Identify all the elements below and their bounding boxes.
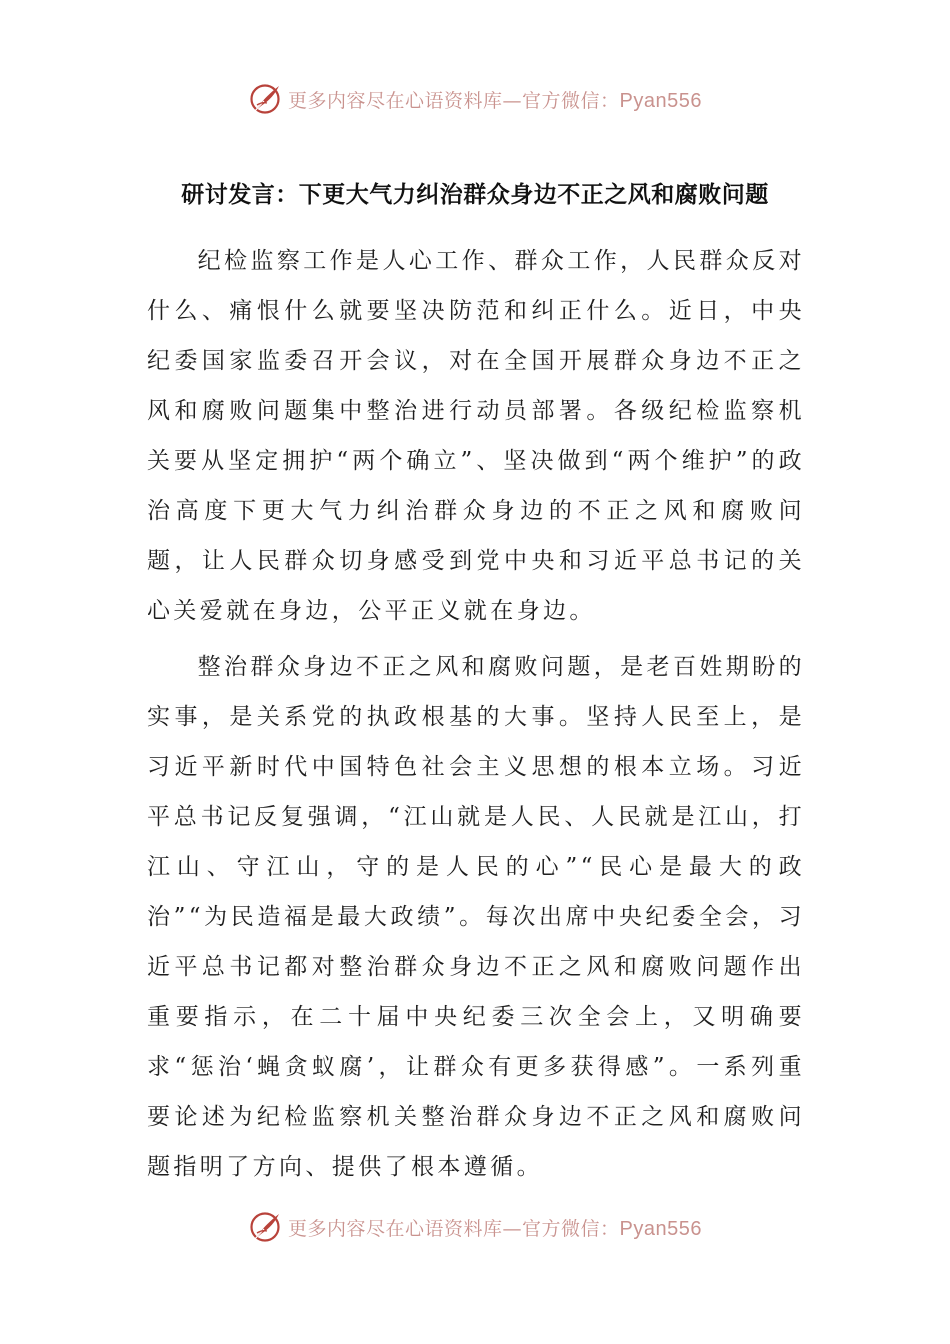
body-paragraph: 纪检监察工作是人心工作、群众工作，人民群众反对什么、痛恨什么就要坚决防范和纠正什么。近日，中央纪委国家监委召开会议，对在全国开展群众身边不正之风和腐败问题集中整治进行动员部署。各级纪检监察机关要从坚定拥护“两个确立”、坚决做到“两个维护”的政治高度下更大气力纠治群众身边的不正之风和腐败问题，让人民群众切身感受到党中央和习近平总书记的关心关爱就在身边，公平正义就在身边。: [147, 248, 805, 624]
watermark-text: 更多内容尽在心语资料库—官方微信：Pyan556: [288, 89, 702, 112]
watermark-text: 更多内容尽在心语资料库—官方微信：Pyan556: [288, 1217, 702, 1240]
quill-pen-circle-icon: [248, 1210, 282, 1244]
wechat-id: Pyan556: [619, 1217, 702, 1240]
body-paragraph-2-container: [147, 642, 805, 1192]
header-watermark: [0, 82, 950, 116]
wechat-id: Pyan556: [619, 89, 702, 112]
document-title: 研讨发言：下更大气力纠治群众身边不正之风和腐败问题: [181, 182, 769, 208]
body-paragraph: 整治群众身边不正之风和腐败问题，是老百姓期盼的实事，是关系党的执政根基的大事。坚持人民至上，是习近平新时代中国特色社会主义思想的根本立场。习近平总书记反复强调，“江山就是人民、人民就是江山，打江山、守江山，守的是人民的心”“民心是最大的政治”“为民造福是最大政绩”。每次出席中央纪委全会，习近平总书记都对整治群众身边不正之风和腐败问题作出重要指示，在二十届中央纪委三次全会上，又明确要求“惩治‘蝇贪蚁腐’，让群众有更多获得感”。一系列重要论述为纪检监察机关整治群众身边不正之风和腐败问题指明了方向、提供了根本遵循。: [147, 654, 805, 1180]
footer-watermark: [0, 1210, 950, 1244]
body-paragraph-1-container: [147, 236, 805, 636]
quill-pen-circle-icon: [248, 82, 282, 116]
